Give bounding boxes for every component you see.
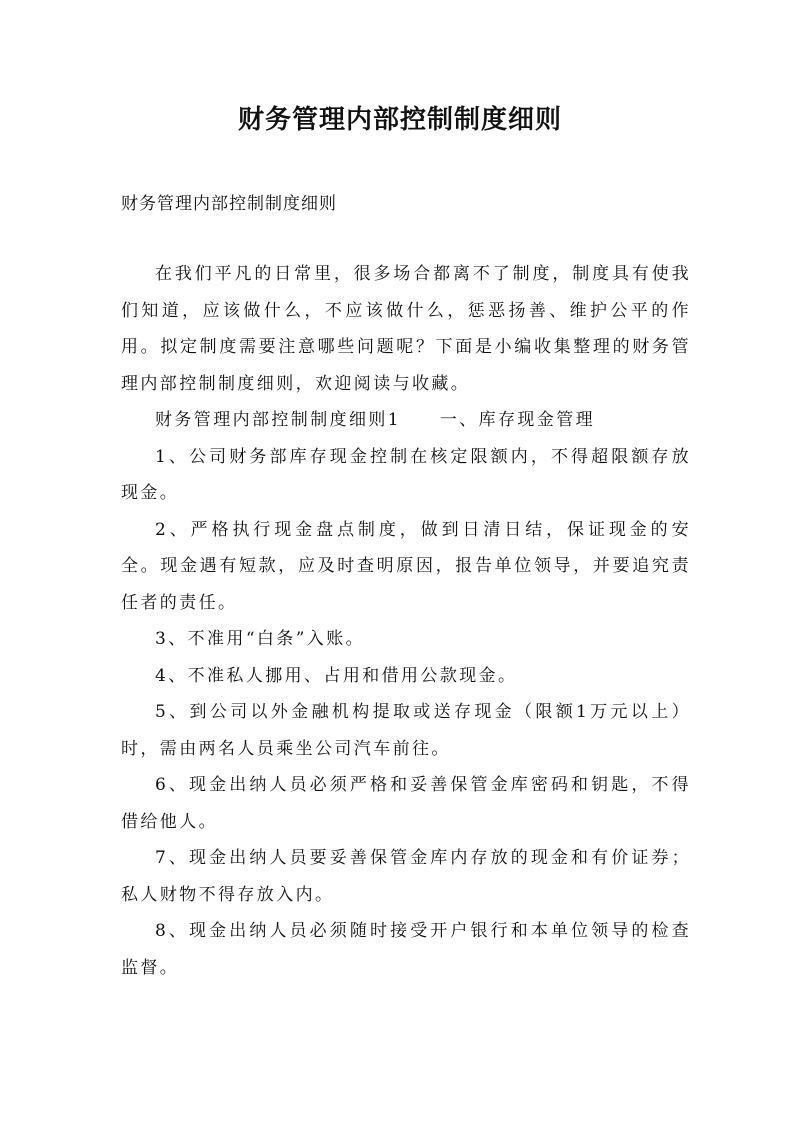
document-title: 财务管理内部控制制度细则 <box>237 105 562 135</box>
paragraph-item-7: 7、现金出纳人员要妥善保管金库内存放的现金和有价证券；私人财物不得存放入内。 <box>121 848 691 905</box>
paragraph-item-6: 6、现金出纳人员必须严格和妥善保管金库密码和钥匙，不得借给他人。 <box>121 775 691 832</box>
paragraph-intro: 在我们平凡的日常里，很多场合都离不了制度，制度具有使我们知道，应该做什么，不应该做什么，惩恶扬善、维护公平的作用。拟定制度需要注意哪些问题呢？下面是小编收集整理的财务管理内部控制制度细则，欢迎阅读与收藏。 <box>121 264 691 394</box>
paragraph-item-5: 5、到公司以外金融机构提取或送存现金（限额1万元以上）时，需由两名人员乘坐公司汽车前往。 <box>121 702 691 759</box>
document-body <box>121 256 691 986</box>
paragraph-item-3: 3、不准用“白条”入账。 <box>155 629 365 649</box>
paragraph-item-4: 4、不准私人挪用、占用和借用公款现金。 <box>155 665 518 686</box>
paragraph-item-8: 8、现金出纳人员必须随时接受开户银行和本单位领导的检查监督。 <box>121 921 691 978</box>
document-subtitle: 财务管理内部控制制度细则 <box>121 194 337 214</box>
paragraph-item-2: 2、严格执行现金盘点制度，做到日清日结，保证现金的安全。现金遇有短款，应及时查明原因，报告单位领导，并要追究责任者的责任。 <box>121 519 691 613</box>
paragraph-item-1: 1、公司财务部库存现金控制在核定限额内，不得超限额存放现金。 <box>121 446 691 503</box>
paragraph-section-heading: 财务管理内部控制制度细则1 一、库存现金管理 <box>155 410 596 430</box>
